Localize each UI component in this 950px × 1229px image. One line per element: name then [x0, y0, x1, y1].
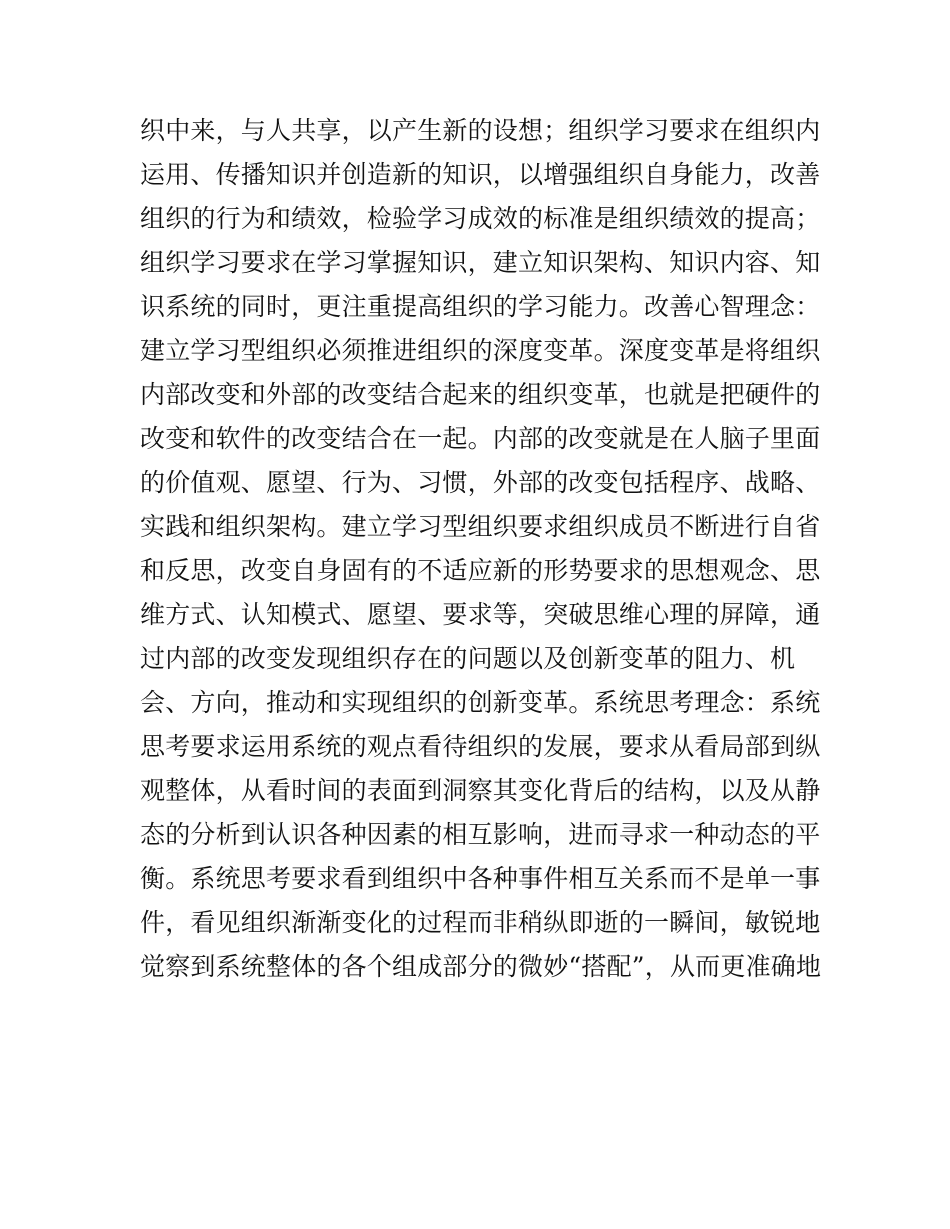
- text-line-15: 思考要求运用系统的观点看待组织的发展，要求从看局部到纵: [140, 732, 821, 761]
- text-line-7: 内部改变和外部的改变结合起来的组织变革，也就是把硬件的: [140, 380, 821, 409]
- text-line-6: 建立学习型组织必须推进组织的深度变革。深度变革是将组织: [140, 336, 821, 365]
- text-line-18: 衡。系统思考要求看到组织中各种事件相互关系而不是单一事: [140, 864, 821, 893]
- text-line-10: 实践和组织架构。建立学习型组织要求组织成员不断进行自省: [140, 512, 821, 541]
- text-line-5: 识系统的同时，更注重提高组织的学习能力。改善心智理念：: [140, 292, 821, 321]
- body-text: [140, 109, 820, 989]
- text-line-9: 的价值观、愿望、行为、习惯，外部的改变包括程序、战略、: [140, 468, 821, 497]
- text-line-16: 观整体，从看时间的表面到洞察其变化背后的结构，以及从静: [140, 776, 821, 805]
- text-line-3: 组织的行为和绩效，检验学习成效的标准是组织绩效的提高；: [140, 204, 821, 233]
- text-line-11: 和反思，改变自身固有的不适应新的形势要求的思想观念、思: [140, 556, 821, 585]
- text-line-1: 织中来，与人共享，以产生新的设想；组织学习要求在组织内: [140, 116, 821, 145]
- text-line-2: 运用、传播知识并创造新的知识，以增强组织自身能力，改善: [140, 160, 821, 189]
- text-line-17: 态的分析到认识各种因素的相互影响，进而寻求一种动态的平: [140, 820, 821, 849]
- text-line-20: 觉察到系统整体的各个组成部分的微妙“搭配”，从而更准确地: [140, 952, 822, 981]
- text-line-19: 件，看见组织渐渐变化的过程而非稍纵即逝的一瞬间，敏锐地: [140, 908, 821, 937]
- text-line-12: 维方式、认知模式、愿望、要求等，突破思维心理的屏障，通: [140, 600, 821, 629]
- text-line-4: 组织学习要求在学习掌握知识，建立知识架构、知识内容、知: [140, 248, 821, 277]
- text-line-14: 会、方向，推动和实现组织的创新变革。系统思考理念：系统: [140, 688, 821, 717]
- text-line-13: 过内部的改变发现组织存在的问题以及创新变革的阻力、机: [140, 644, 796, 673]
- text-line-8: 改变和软件的改变结合在一起。内部的改变就是在人脑子里面: [140, 424, 821, 453]
